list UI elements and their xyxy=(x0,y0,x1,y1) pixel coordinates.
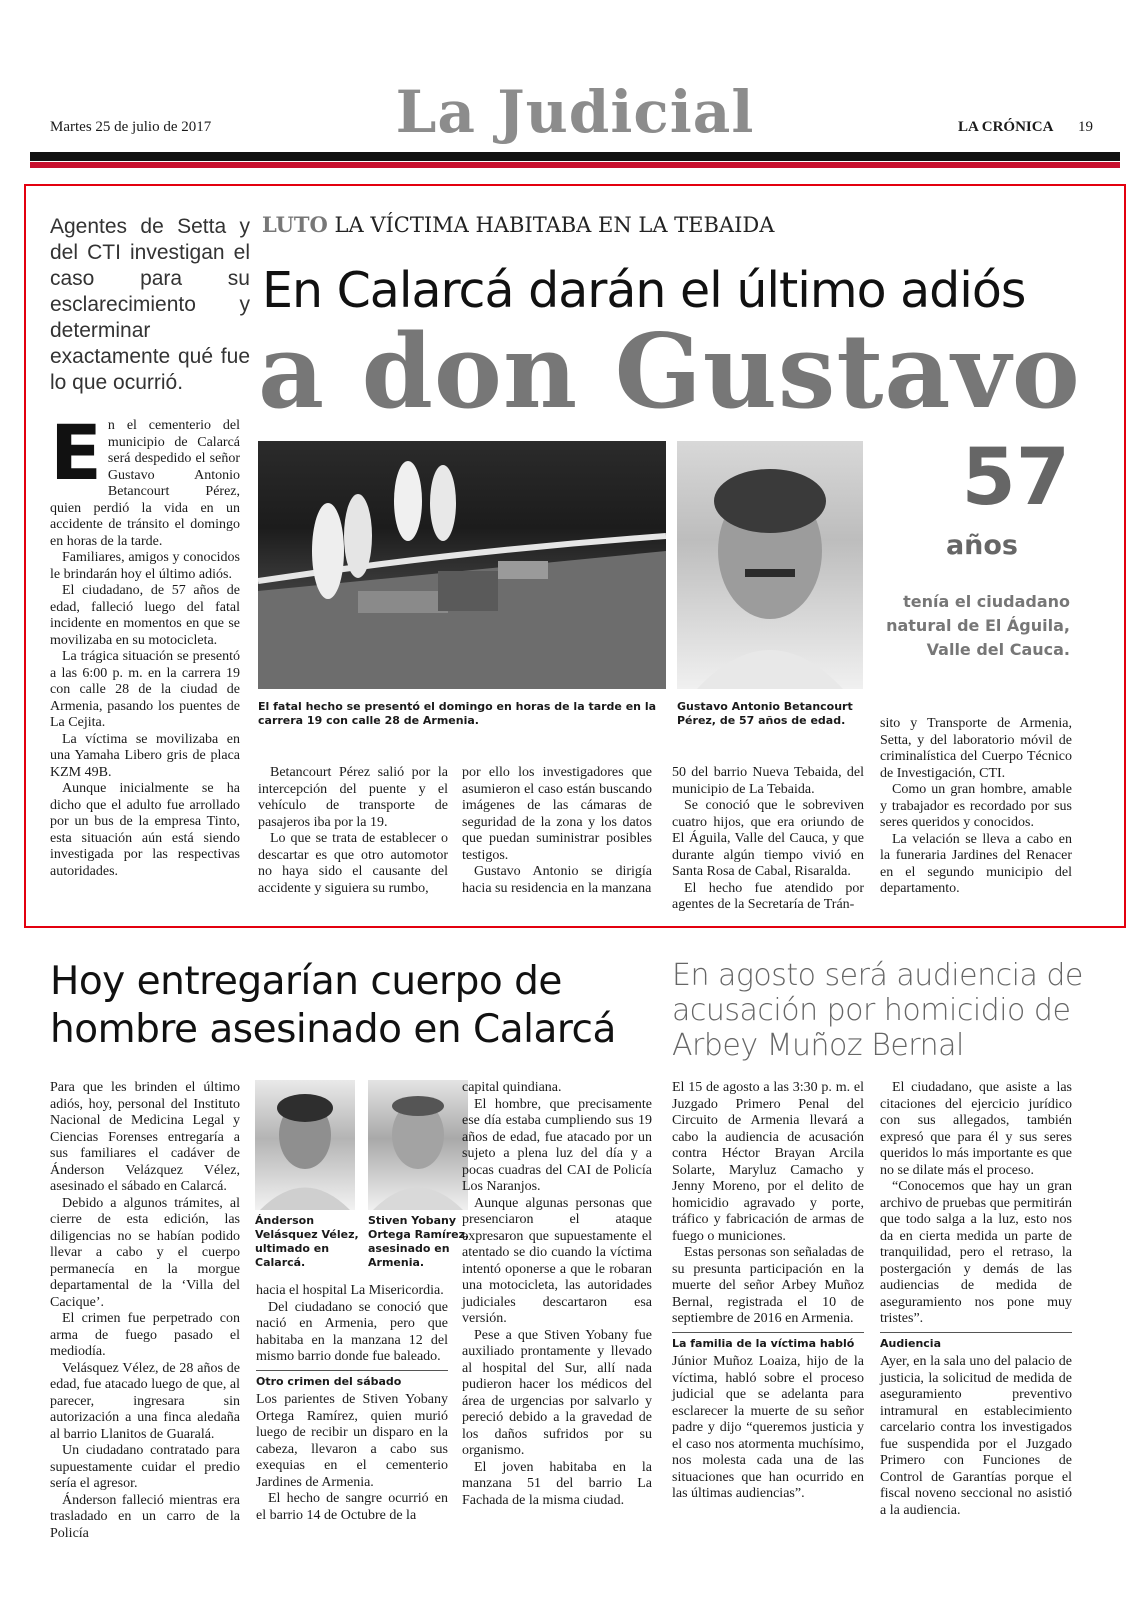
stiven-photo xyxy=(368,1080,468,1210)
stiven-portrait-illustration xyxy=(368,1080,468,1210)
stiven-caption: Stiven Yobany Ortega Ramírez, asesinado en Armenia. xyxy=(368,1214,470,1269)
article1-column-2 xyxy=(258,765,448,897)
scene-photo-caption: El fatal hecho se presentó el domingo en horas de la tarde en la carrera 19 con calle 28 de Armenia. xyxy=(258,700,657,727)
subhead-audiencia: Audiencia xyxy=(880,1332,1072,1353)
subhead-otro-crimen: Otro crimen del sábado xyxy=(256,1370,448,1391)
paragraph: Betancourt Pérez salió por la intercepción del puente y el vehículo de transporte de pasajeros iba por la 19. xyxy=(258,765,448,830)
paragraph: La trágica situación se presentó a las 6:00 p. m. en la carrera 19 con calle 28 de la ciudad de Armenia, pasando los puentes de La Cejita. xyxy=(50,649,240,730)
issue-date: Martes 25 de julio de 2017 xyxy=(50,119,212,135)
paragraph: El ciudadano, de 57 años de edad, falleció luego del fatal incidente en momentos en que se movilizaba en su motocicleta. xyxy=(50,583,240,648)
header-rule-red xyxy=(30,162,1120,168)
paragraph: Gustavo Antonio se dirigía hacia su residencia en la manzana xyxy=(462,864,652,896)
paragraph: Para que les brinden el último adiós, hoy, personal del Instituto Nacional de Medicina Legal y Ciencias Forenses entregaría a sus familiares el cadáver de Ánderson Velázquez Vélez, asesinado el sábado en Calarcá. xyxy=(50,1080,240,1194)
paragraph: sito y Transporte de Armenia, Setta, y del laboratorio móvil de criminalística del Cuerpo Técnico de Investigación, CTI. xyxy=(880,716,1072,781)
paragraph: Familiares, amigos y conocidos le brindarán hoy el último adiós. xyxy=(50,550,240,582)
section-title: La Judicial xyxy=(395,78,755,146)
article1-column-3 xyxy=(462,765,652,897)
paragraph: Del ciudadano se conoció que nació en Armenia, pero que habitaba en la manzana 12 del mismo barrio donde fue baleado. xyxy=(256,1299,448,1364)
paragraph: capital quindiana. xyxy=(462,1080,562,1095)
paragraph: Velásquez Vélez, de 28 años de edad, fue atacado luego de que, al parecer, ingresara sin autorización a una finca aledaña al barrio Llanitos de Guaralá. xyxy=(50,1360,240,1442)
publication-name: LA CRÓNICA xyxy=(958,119,1054,135)
paragraph: La velación se lleva a cabo en la funeraria Jardines del Renacer en el segundo municipio del departamento. xyxy=(880,831,1072,896)
article1-lede: Agentes de Setta y del CTI investigan el caso para su esclarecimiento y determinar exactamente qué fue lo que ocurrió. xyxy=(50,215,250,394)
paragraph: Aunque algunas personas que presenciaron el ataque expresaron que supuestamente el atentado se dio cuando la víctima intentó oponerse a que le robaran una motocicleta, las autoridades judiciales descartaron esa versión. xyxy=(462,1195,652,1326)
article1-column-1 xyxy=(50,408,240,880)
article2-column-1 xyxy=(50,1080,240,1542)
age-description: tenía el ciudadano natural de El Águila, Valle del Cauca. xyxy=(886,592,1070,659)
paragraph: El hombre, que precisamente ese día estaba cumpliendo sus 19 años de edad, fue atacado por un sujeto a plena luz del día y a pocas cuadras del CAI de Policía Los Naranjos. xyxy=(462,1096,652,1194)
portrait-illustration xyxy=(677,441,863,689)
kicker-text: LA VÍCTIMA HABITABA EN LA TEBAIDA xyxy=(334,213,775,237)
paragraph: Júnior Muñoz Loaiza, hijo de la víctima, habló sobre el proceso judicial que se adelanta para esclarecer la muerte de su señor padre y dijo “queremos justicia y el caso nos atormenta muchísimo, nos molesta cada una de las situaciones que han ocurrido en las últimas audiencias”. xyxy=(672,1354,864,1501)
paragraph: Aunque inicialmente se ha dicho que el adulto fue arrollado por un bus de la empresa Tinto, esta situación aún está siendo investigada por las respectivas autoridades. xyxy=(50,781,240,879)
paragraph: Ayer, en la sala uno del palacio de justicia, la solicitud de medida de aseguramiento preventivo intramural en establecimiento carcelario contra los investigados fue suspendida por el Juzgado Primero con Funciones de Control de Garantías porque el fiscal noveno seccional no asistió a la audiencia. xyxy=(880,1354,1072,1518)
age-unit: años xyxy=(945,530,1018,561)
header-rule-black xyxy=(30,152,1120,161)
article1-kicker xyxy=(262,212,774,237)
accident-scene-photo xyxy=(258,441,666,689)
paragraph: El hecho fue atendido por agentes de la Secretaría de Trán- xyxy=(672,880,864,912)
paragraph: El ciudadano, que asiste a las citaciones del ejercicio jurídico con sus allegados, también expresó que para él y sus seres queridos lo más importante es que no se dilate más el proceso. xyxy=(880,1080,1072,1178)
paragraph: Los parientes de Stiven Yobany Ortega Ramírez, quien murió luego de recibir un disparo en la cabeza, llevaron a cabo sus exequias en el cementerio Jardines de Armenia. xyxy=(256,1392,448,1490)
paragraph: hacia el hospital La Misericordia. xyxy=(256,1283,444,1298)
paragraph: El 15 de agosto a las 3:30 p. m. el Juzgado Primero Penal del Circuito de Armenia llevará a cabo la audiencia de acusación contra Héctor Brayan Arcila Solarte, Maryluz Camacho y Jenny Moreno, por el delito de homicidio agravado y porte, tráfico y fabricación de armas de fuego o municiones. xyxy=(672,1080,864,1244)
page-number: 19 xyxy=(1078,119,1093,135)
paragraph: Ánderson falleció mientras era trasladado en un carro de la Policía xyxy=(50,1492,240,1541)
paragraph: La víctima se movilizaba en una Yamaha Libero gris de placa KZM 49B. xyxy=(50,731,240,780)
paragraph: Se conoció que le sobreviven cuatro hijos, que era oriundo de El Águila, Valle del Cauca, y que durante algún tiempo vivió en Santa Rosa de Cabal, Risaralda. xyxy=(672,798,864,879)
article3-column-2 xyxy=(880,1080,1072,1519)
paragraph: Un ciudadano contratado para supuestamente cuidar el predio sería el agresor. xyxy=(50,1443,240,1491)
paragraph: Estas personas son señaladas de su presunta participación en la muerte del señor Arbey Muñoz Bernal, registrada el 10 de septiembre de 2016 en Armenia. xyxy=(672,1245,864,1326)
paragraph: El hecho de sangre ocurrió en el barrio 14 de Octubre de la xyxy=(256,1491,448,1523)
paragraph: por ello los investigadores que asumieron el caso están buscando imágenes de las cámaras de seguridad de la zona y los datos que puedan suministrar posibles testigos. xyxy=(462,765,652,863)
accident-scene-illustration xyxy=(258,441,666,689)
paragraph: El joven habitaba en la manzana 51 del barrio La Fachada de la misma ciudad. xyxy=(462,1459,652,1508)
article2-column-2 xyxy=(256,1283,448,1524)
article2-column-3 xyxy=(462,1080,652,1509)
victim-portrait-photo xyxy=(677,441,863,689)
paragraph: El crimen fue perpetrado con arma de fuego pasado el mediodía. xyxy=(50,1311,240,1359)
article3-headline: En agosto será audiencia de acusación por homicidio de Arbey Muñoz Bernal xyxy=(672,958,1083,1063)
paragraph: 50 del barrio Nueva Tebaida, del municipio de La Tebaida. xyxy=(672,765,864,797)
article1-column-5 xyxy=(880,716,1072,898)
article1-column-4 xyxy=(672,765,864,914)
article1-headline-line2: a don Gustavo xyxy=(258,312,1081,432)
paragraph: “Conocemos que hay un gran archivo de pruebas que permitirán que todo salga a la luz, esto nos da en cierta medida un parte de tranquilidad, pero el retraso, la postergación y demás de las audiencias de medida de aseguramiento nos pone muy tristes”. xyxy=(880,1179,1072,1326)
paragraph: Debido a algunos trámites, al cierre de esta edición, las diligencias no se habían podido llevar a cabo y el cuerpo permanecía en la morgue departamental de la ‘Villa del Cacique’. xyxy=(50,1195,240,1310)
paragraph: Lo que se trata de establecer o descartar es que otro automotor no haya sido el causante del accidente y siguiera su rumbo, xyxy=(258,831,448,896)
paragraph: En el cementerio del municipio de Calarcá será despedido el señor Gustavo Antonio Betancourt Pérez, quien perdió la vida en un accidente de tránsito el domingo en horas de la tarde. xyxy=(50,408,240,549)
paragraph: Pese a que Stiven Yobany fue auxiliado prontamente y llevado al hospital del Sur, allí nada pudieron hacer los médicos del área de urgencias por salvarlo y pereció debido a la gravedad de los daños sufridos por su organismo. xyxy=(462,1327,652,1458)
article3-column-1 xyxy=(672,1080,864,1503)
paragraph: Como un gran hombre, amable y trabajador es recordado por sus seres queridos y conocidos. xyxy=(880,782,1072,830)
subhead-familia: La familia de la víctima habló xyxy=(672,1332,864,1353)
age-number: 57 xyxy=(961,433,1070,523)
portrait-caption: Gustavo Antonio Betancourt Pérez, de 57 años de edad. xyxy=(677,700,853,727)
anderson-photo xyxy=(255,1080,355,1210)
anderson-caption: Ánderson Velásquez Vélez, ultimado en Calarcá. xyxy=(255,1214,359,1269)
article1-headline-line1: En Calarcá darán el último adiós xyxy=(262,262,1026,319)
anderson-portrait-illustration xyxy=(255,1080,355,1210)
kicker-label: LUTO xyxy=(262,212,328,237)
article2-headline: Hoy entregarían cuerpo de hombre asesinado en Calarcá xyxy=(50,959,616,1052)
drop-cap: E xyxy=(50,408,102,497)
